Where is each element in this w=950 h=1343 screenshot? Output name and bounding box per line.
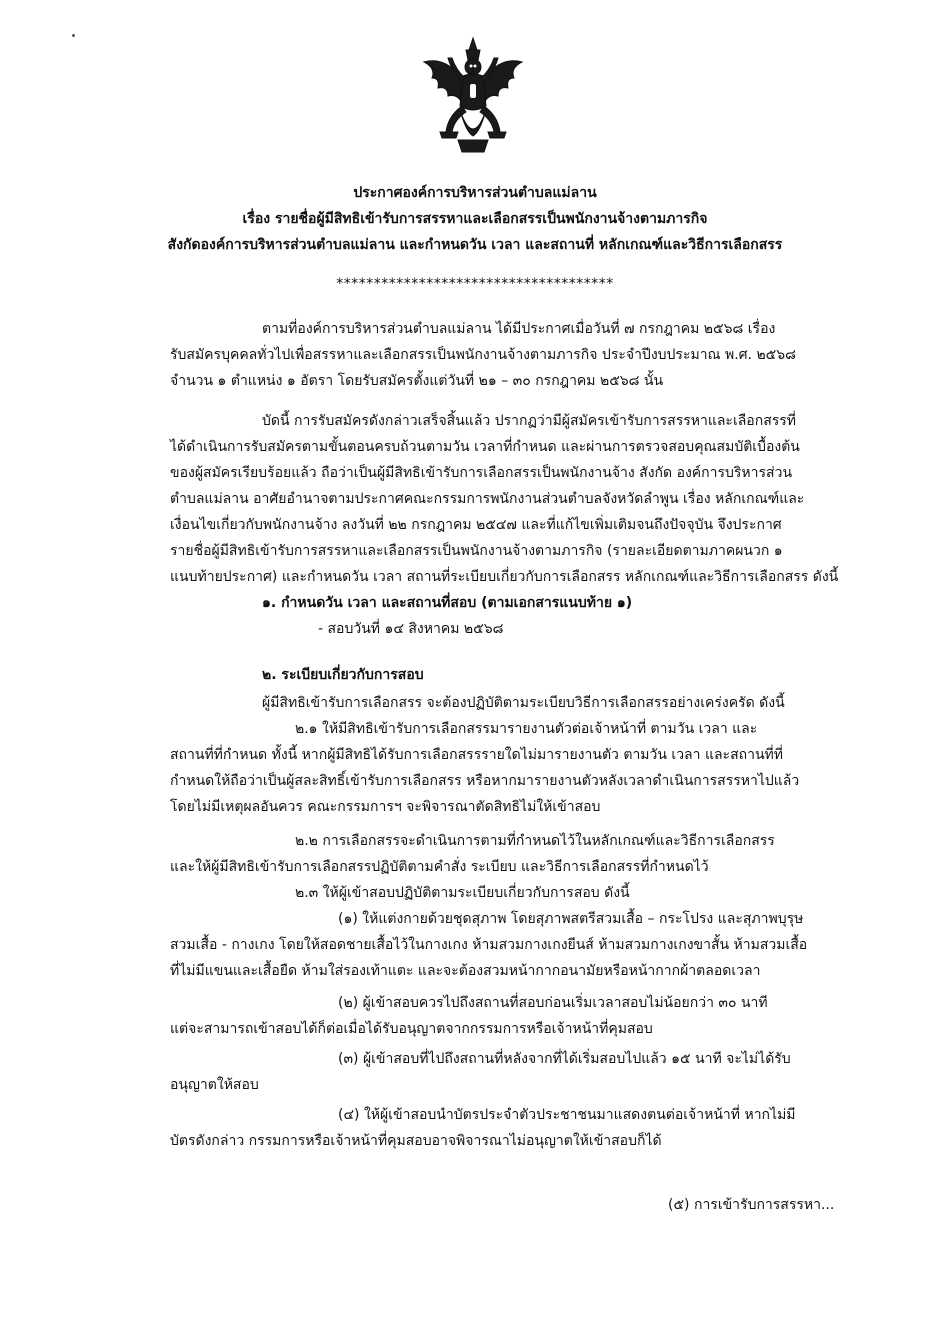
paragraph-line: รายชื่อผู้มีสิทธิเข้ารับการสรรหาและเลือกสรรเป็นพนักงานจ้างตามภารกิจ (รายละเอียดตามภาคผนวก ๑ — [170, 543, 783, 559]
section-heading-2: ๒. ระเบียบเกี่ยวกับการสอบ — [262, 667, 424, 683]
paragraph-line: (๔) ให้ผู้เข้าสอบนำบัตรประจำตัวประชาชนมาแสดงตนต่อเจ้าหน้าที่ หากไม่มี — [338, 1107, 796, 1123]
paragraph-line: อนุญาตให้สอบ — [170, 1077, 259, 1093]
paragraph-line: ตำบลแม่ลาน อาศัยอำนาจตามประกาศคณะกรรมการพนักงานส่วนตำบลจังหวัดลำพูน เรื่อง หลักเกณฑ์และ — [170, 491, 805, 507]
paragraph-line: ได้ดำเนินการรับสมัครตามขั้นตอนครบถ้วนตามวัน เวลาที่กำหนด และผ่านการตรวจสอบคุณสมบัติเบื้องต้น — [170, 439, 800, 455]
paragraph-line: จำนวน ๑ ตำแหน่ง ๑ อัตรา โดยรับสมัครตั้งแต่วันที่ ๒๑ – ๓๐ กรกฎาคม ๒๕๖๘ นั้น — [170, 373, 664, 389]
paragraph-line: แนบท้ายประกาศ) และกำหนดวัน เวลา สถานที่ระเบียบเกี่ยวกับการเลือกสรร หลักเกณฑ์และวิธีการเลือกสรร ดังนี้ — [170, 569, 839, 585]
paragraph-line: ตามที่องค์การบริหารส่วนตำบลแม่ลาน ได้มีประกาศเมื่อวันที่ ๗ กรกฎาคม ๒๕๖๘ เรื่อง — [262, 321, 776, 337]
paragraph-line: รับสมัครบุคคลทั่วไปเพื่อสรรหาและเลือกสรรเป็นพนักงานจ้างตามภารกิจ ประจำปีงบประมาณ พ.ศ. ๒๕๖๘ — [170, 347, 796, 363]
paragraph-line: สถานที่ที่กำหนด ทั้งนี้ หากผู้มีสิทธิได้รับการเลือกสรรรายใดไม่มารายงานตัว ตามวัน เวลา และสถานที่ที่ — [170, 747, 783, 763]
paragraph-line: สวมเสื้อ - กางเกง โดยให้สอดชายเสื้อไว้ในกางเกง ห้ามสวมกางเกงยีนส์ ห้ามสวมกางเกงขาสั้น ห้ามสวมเสื้อ — [170, 937, 808, 953]
paragraph-line: ที่ไม่มีแขนและเสื้อยืด ห้ามใส่รองเท้าแตะ และจะต้องสวมหน้ากากอนามัยหรือหน้ากากผ้าตลอดเวลา — [170, 963, 761, 979]
paragraph-line: และให้ผู้มีสิทธิเข้ารับการเลือกสรรปฏิบัติตามคำสั่ง ระเบียบ และวิธีการเลือกสรรที่กำหนดไว้ — [170, 859, 709, 875]
title-separator: ************************************* — [336, 276, 614, 292]
continuation-note: (๕) การเข้ารับการสรรหา... — [668, 1197, 835, 1213]
paragraph-line: กำหนดให้ถือว่าเป็นผู้สละสิทธิ์เข้ารับการเลือกสรร หรือหากมารายงานตัวหลังเวลาดำเนินการสรรหาไปแล้ว — [170, 773, 800, 789]
paragraph-line: ๒.๒ การเลือกสรรจะดำเนินการตามที่กำหนดไว้ในหลักเกณฑ์และวิธีการเลือกสรร — [295, 833, 775, 849]
title-line-2: เรื่อง รายชื่อผู้มีสิทธิเข้ารับการสรรหาและเลือกสรรเป็นพนักงานจ้างตามภารกิจ — [242, 211, 708, 227]
paragraph-line: (๑) ให้แต่งกายด้วยชุดสุภาพ โดยสุภาพสตรีสวมเสื้อ – กระโปรง และสุภาพบุรุษ — [338, 911, 804, 927]
paragraph-line: (๓) ผู้เข้าสอบที่ไปถึงสถานที่หลังจากที่ได้เริ่มสอบไปแล้ว ๑๕ นาที จะไม่ได้รับ — [338, 1051, 791, 1067]
paragraph-line: โดยไม่มีเหตุผลอันควร คณะกรรมการฯ จะพิจารณาตัดสิทธิไม่ให้เข้าสอบ — [170, 799, 601, 815]
section-heading-1: ๑. กำหนดวัน เวลา และสถานที่สอบ (ตามเอกสารแนบท้าย ๑) — [262, 595, 633, 611]
paragraph-line: ของผู้สมัครเรียบร้อยแล้ว ถือว่าเป็นผู้มีสิทธิเข้ารับการเลือกสรรเป็นพนักงานจ้าง สังกัด องค์การบริหารส่วน — [170, 465, 793, 481]
paragraph-line: (๒) ผู้เข้าสอบควรไปถึงสถานที่สอบก่อนเริ่มเวลาสอบไม่น้อยกว่า ๓๐ นาที — [338, 995, 768, 1011]
paragraph-line: เงื่อนไขเกี่ยวกับพนักงานจ้าง ลงวันที่ ๒๒ กรกฎาคม ๒๕๔๗ และที่แก้ไขเพิ่มเติมจนถึงปัจจุบัน จึงประกาศ — [170, 517, 782, 533]
garuda-emblem-icon — [418, 36, 528, 156]
paragraph-line: แต่จะสามารถเข้าสอบได้ก็ต่อเมื่อได้รับอนุญาตจากกรรมการหรือเจ้าหน้าที่คุมสอบ — [170, 1021, 653, 1037]
paragraph-line: ผู้มีสิทธิเข้ารับการเลือกสรร จะต้องปฏิบัติตามระเบียบวิธีการเลือกสรรอย่างเคร่งครัด ดังนี้ — [262, 695, 785, 711]
paragraph-line: บัตรดังกล่าว กรรมการหรือเจ้าหน้าที่คุมสอบอาจพิจารณาไม่อนุญาตให้เข้าสอบก็ได้ — [170, 1133, 662, 1149]
paragraph-line: ๒.๓ ให้ผู้เข้าสอบปฏิบัติตามระเบียบเกี่ยวกับการสอบ ดังนี้ — [295, 885, 630, 901]
title-line-1: ประกาศองค์การบริหารส่วนตำบลแม่ลาน — [353, 185, 597, 201]
paragraph-line: บัดนี้ การรับสมัครดังกล่าวเสร็จสิ้นแล้ว ปรากฏว่ามีผู้สมัครเข้ารับการสรรหาและเลือกสรรที่ — [262, 413, 797, 429]
scan-speck — [72, 34, 75, 37]
paragraph-line: - สอบวันที่ ๑๔ สิงหาคม ๒๕๖๘ — [318, 621, 504, 637]
paragraph-line: ๒.๑ ให้มีสิทธิเข้ารับการเลือกสรรมารายงานตัวต่อเจ้าหน้าที่ ตามวัน เวลา และ — [295, 721, 758, 737]
title-line-3: สังกัดองค์การบริหารส่วนตำบลแม่ลาน และกำหนดวัน เวลา และสถานที่ หลักเกณฑ์และวิธีการเลือกสรร — [167, 237, 783, 253]
